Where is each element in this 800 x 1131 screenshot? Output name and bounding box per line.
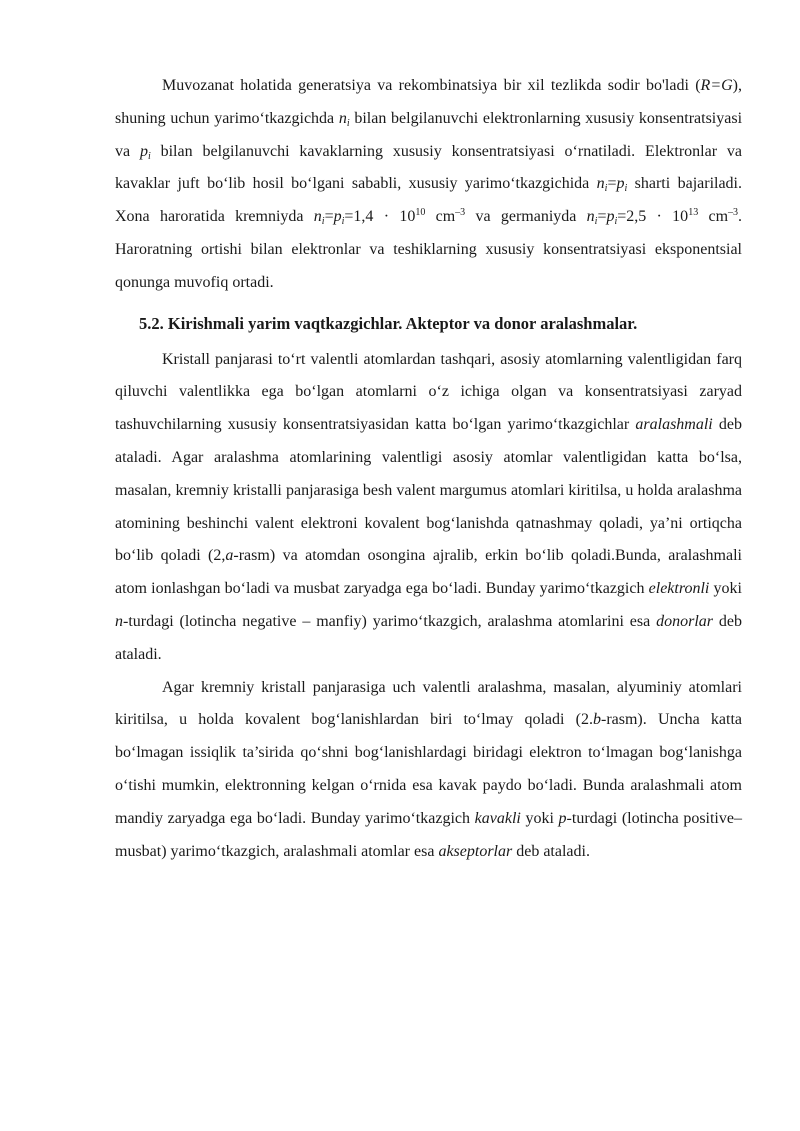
- figure-ref-a: a: [225, 547, 234, 565]
- symbol-p: p: [333, 208, 342, 226]
- symbol-p: p: [606, 208, 615, 226]
- term-donorlar: donorlar: [656, 612, 714, 630]
- subscript-i: i: [341, 216, 345, 228]
- figure-ref-b: b: [592, 711, 601, 729]
- text-run: -turdagi (lotincha negative – manfiy) yarimo‘tkazgich, aralashma atomlarini esa: [123, 612, 657, 630]
- unit-exponent: –3: [728, 207, 739, 219]
- exponent: 10: [415, 207, 426, 219]
- text-run: va germaniyda: [465, 208, 587, 226]
- paragraph-acceptor-impurities: [115, 672, 742, 869]
- text-run: yoki: [709, 580, 743, 598]
- text-run: sharti bajariladi. Xona haroratida kremniyda: [115, 175, 743, 226]
- symbol-n: n: [586, 208, 595, 226]
- subscript-i: i: [321, 216, 325, 228]
- equals-sign: =: [607, 175, 617, 193]
- text-run: -rasm) va atomdan osongina ajralib, erkin bo‘lib qoladi.Bunda, aralashmali atom ionlashgan bo‘ladi va musbat zaryadga ega bo‘ladi. Bunday yarimo‘tkazgich: [115, 547, 742, 598]
- text-run: -rasm). Uncha katta bo‘lmagan issiqlik ta’sirida qo‘shni bog‘lanishlardagi biridagi elektron to‘lmagan bog‘lanishga o‘tishi mumkin, elektronning kelgan o‘rnida esa kavak paydo bo‘ladi. Bunda aralashmali atom mandiy zaryadga ega bo‘ladi. Bunday yarimo‘tkazgich: [115, 711, 742, 827]
- equals-sign: =: [597, 208, 607, 226]
- text-run: deb ataladi.: [115, 612, 742, 663]
- symbol-n: n: [596, 175, 605, 193]
- symbol-p: p: [616, 175, 625, 193]
- unit-cm: cm: [698, 208, 729, 226]
- germanium-concentration-value: =2,5 · 10: [617, 208, 689, 226]
- silicon-concentration-value: =1,4 · 10: [344, 208, 416, 226]
- subscript-i: i: [614, 216, 618, 228]
- symbol-p: p: [139, 142, 148, 160]
- text-run: yoki: [520, 809, 559, 827]
- term-akseptorlar: akseptorlar: [438, 842, 513, 860]
- unit-exponent: –3: [455, 207, 466, 219]
- symbol-n: n: [313, 208, 322, 226]
- term-n-type: n: [115, 612, 123, 630]
- symbol-n: n: [338, 109, 347, 127]
- section-heading: 5.2. Kirishmali yarim vaqtkazgichlar. Akteptor va donor aralashmalar.: [139, 313, 638, 333]
- text-run: deb ataladi. Agar aralashma atomlarining valentligi asosiy atomlar valentligidan katta bo‘lsa, masalan, kremniy kristalli panjarasiga besh valent margumus atomlari kiritilsa, u holda aralashma atomining beshinchi valent elektroni kovalent bog‘lanishda qatnashmay qoladi, ya’ni ortiqcha bo‘lib qoladi (2,: [115, 416, 742, 565]
- text-run: Muvozanat holatida generatsiya va rekombinatsiya bir xil tezlikda sodir bo'ladi (: [162, 77, 701, 94]
- term-kavakli: kavakli: [474, 809, 521, 827]
- subscript-i: i: [346, 117, 350, 129]
- unit-cm: cm: [425, 208, 456, 226]
- text-run: deb ataladi.: [512, 842, 590, 860]
- subscript-i: i: [624, 183, 628, 195]
- text-run: ), shuning uchun yarimo‘tkazgichda: [115, 77, 742, 127]
- formula-r-equals-g: R=G: [700, 77, 733, 94]
- text-run: Agar kremniy kristall panjarasiga uch valentli aralashma, masalan, alyuminiy atomlari kiritilsa, u holda kovalent bog‘lanishlardan biri to‘lmay qoladi (2.: [115, 678, 742, 729]
- term-aralashmali: aralashmali: [635, 416, 713, 434]
- text-run: . Haroratning ortishi bilan elektronlar va teshiklarning xususiy konsentratsiyasi eksponentsial qonunga muvofiq ortadi.: [115, 208, 743, 291]
- subscript-i: i: [147, 150, 151, 162]
- paragraph-donor-impurities: [115, 344, 742, 672]
- equals-sign: =: [324, 208, 334, 226]
- paragraph-intrinsic-concentration: [115, 70, 742, 300]
- text-run: Kristall panjarasi to‘rt valentli atomlardan tashqari, asosiy atomlarning valentligidan farq qiluvchi valentlikka ega bo‘lgan atomlarni o‘z ichiga olgan va konsentratsiyasi zaryad tashuvchilarning xususiy konsentratsiyasidan katta bo‘lgan yarimo‘tkazgichlar: [115, 350, 742, 434]
- subscript-i: i: [594, 216, 598, 228]
- text-run: bilan belgilanuvchi kavaklarning xususiy konsentratsiyasi o‘rnatiladi. Elektronlar va kavaklar juft bo‘lib hosil bo‘lgani sababli, xususiy yarimo‘tkazgichida: [115, 142, 742, 193]
- text-run: bilan belgilanuvchi elektronlarning xususiy konsentratsiyasi va: [115, 109, 743, 160]
- subscript-i: i: [604, 183, 608, 195]
- term-p-type: p: [558, 809, 567, 827]
- term-elektronli: elektronli: [648, 580, 710, 598]
- document-page: [115, 70, 742, 868]
- exponent: 13: [688, 207, 699, 219]
- text-run: -turdagi (lotincha positive–musbat) yarimo‘tkazgich, aralashmali atomlar esa: [115, 809, 742, 860]
